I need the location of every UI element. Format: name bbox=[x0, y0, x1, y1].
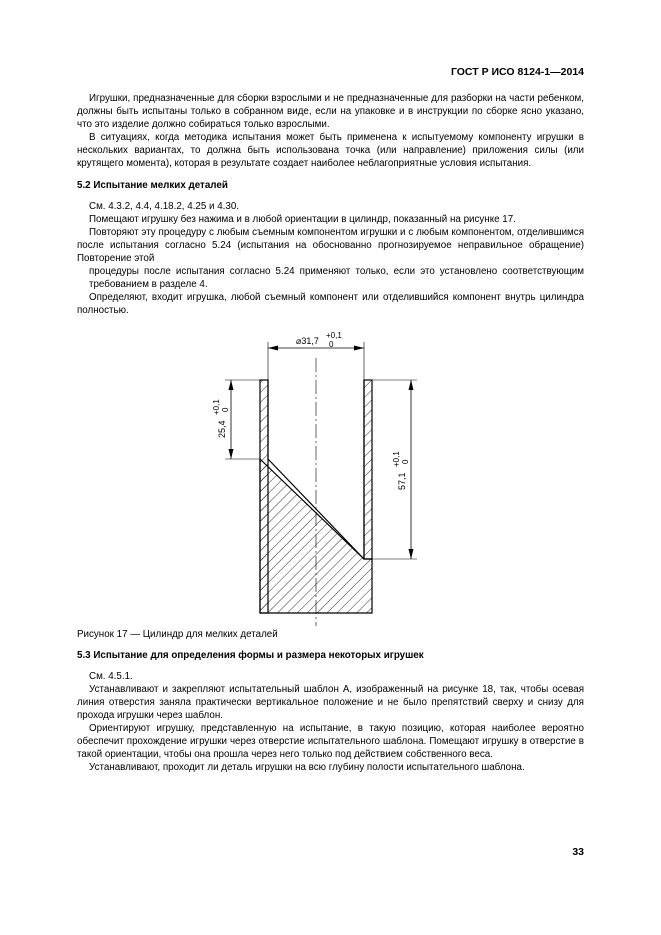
paragraph: Игрушки, предназначенные для сборки взрослыми и не предназначенные для разборки на части ребенком, должны быть испытаны только в собранном виде, если на упаковке и в инструкции по сборке ясно указано, что это изделие должно собираться только взрослыми. bbox=[77, 93, 584, 131]
document-header: ГОСТ Р ИСО 8124-1—2014 bbox=[450, 66, 584, 78]
left-dim-tolerance-lower: 0 bbox=[221, 407, 230, 412]
paragraph: Повторяют эту процедуру с любым съемным компонентом игрушки и с любым компонентом, отделившимся после испытания согласно 5.24 (испытания на обоснованно прогнозируемое неправильное обращение) Повторение этой bbox=[77, 226, 584, 265]
cylinder-drawing bbox=[77, 328, 584, 628]
paragraph: процедуры после испытания согласно 5.24 применяют только, если это установлено соответствующим требованием в разделе 4. bbox=[89, 266, 584, 291]
paragraph: Устанавливают, проходит ли деталь игрушки на всю глубину полости испытательного шаблона. bbox=[89, 762, 525, 774]
section-heading-5-2: 5.2 Испытание мелких деталей bbox=[77, 179, 228, 191]
left-dim-tolerance: +0,1 bbox=[212, 398, 221, 415]
right-dim-tolerance: +0,1 bbox=[392, 450, 401, 467]
diameter-value: ⌀31,7 bbox=[296, 335, 319, 346]
paragraph: Ориентируют игрушку, представленную на испытание, в такую позицию, которая наиболее вероятно обеспечит прохождение игрушки через отверстие испытательного шаблона. Помещают игрушку в отверстие в такой ориентации, чтобы она прошла через него только под действием собственного веса. bbox=[77, 723, 584, 761]
paragraph: См. 4.5.1. bbox=[89, 670, 133, 682]
left-dim-value: 25,4 bbox=[217, 419, 227, 438]
diameter-tolerance-lower: 0 bbox=[329, 339, 334, 349]
paragraph: Помещают игрушку без нажима и в любой ориентации в цилиндр, показанный на рисунке 17. bbox=[89, 213, 516, 225]
paragraph: Определяют, входит игрушка, любой съемный компонент или отделившийся компонент внутрь цилиндра полностью. bbox=[77, 292, 584, 317]
paragraph: Устанавливают и закрепляют испытательный шаблон А, изображенный на рисунке 18, так, чтобы осевая линия отверстия заняла практически вертикальное положение и не было препятствий сверху и снизу для прохода игрушки через шаблон. bbox=[77, 683, 584, 721]
right-dim-tolerance-lower: 0 bbox=[401, 459, 410, 464]
diameter-tolerance: +0,1 bbox=[326, 330, 342, 340]
figure-17-cylinder bbox=[77, 328, 584, 628]
right-dim-value: 57,1 bbox=[397, 471, 407, 490]
cylinder-right-wall bbox=[364, 380, 372, 559]
paragraph: В ситуациях, когда методика испытания может быть применена к испытуемому компоненту игрушки в нескольких вариантах, то должна быть использована точка (или направление) приложения силы (или крутящего момента), которая в результате создает наиболее неблагоприятные условия испытания. bbox=[77, 132, 584, 170]
page-content bbox=[77, 92, 584, 774]
paragraph: См. 4.3.2, 4.4, 4.18.2, 4.25 и 4.30. bbox=[89, 200, 240, 212]
section-heading-5-3: 5.3 Испытание для определения формы и размера некоторых игрушек bbox=[77, 649, 424, 661]
figure-caption: Рисунок 17 — Цилиндр для мелких деталей bbox=[77, 628, 278, 640]
page-number: 33 bbox=[572, 846, 584, 858]
